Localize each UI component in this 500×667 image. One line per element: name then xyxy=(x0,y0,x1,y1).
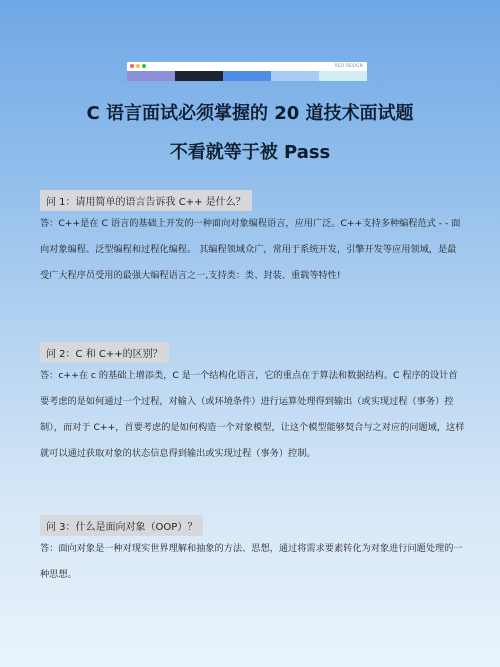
answer-text-3: 答：面向对象是一种对现实世界理解和抽象的方法、思想，通过将需求要素转化为对象进行问题处理的一种思想。 xyxy=(40,543,463,580)
page-title: C 语言面试必须掌握的 20 道技术面试题 xyxy=(86,103,414,124)
color-swatch xyxy=(271,71,319,81)
question-label-3: 问 3：什么是面向对象（OOP）？ xyxy=(40,515,203,536)
browser-window-graphic xyxy=(127,62,367,81)
color-swatch xyxy=(175,71,223,81)
answer-text-1: 答：C++是在 C 语言的基础上开发的一种面向对象编程语言，应用广泛。C++支持多种编程范式 - - 面向对象编程、泛型编程和过程化编程。 其编程领域众广，常用于系统开发，引擎开发等应用领域，是最受广大程序员受用的最强大编程语言之一,支持类：类、封装、重载等特性! xyxy=(40,218,461,281)
question-label-2: 问 2：C 和 C++的区别？ xyxy=(40,342,169,363)
question-label-1: 问 1：请用简单的语言告诉我 C++ 是什么？ xyxy=(40,190,252,211)
close-dot-icon xyxy=(130,64,134,68)
brand-label: RED DESIGN xyxy=(334,63,363,68)
color-swatch xyxy=(319,71,367,81)
browser-title-bar xyxy=(127,62,367,71)
answer-text-2: 答：c++在 c 的基础上增添类，C 是一个结构化语言，它的重点在于算法和数据结构。C 程序的设计首要考虑的是如何通过一个过程，对输入（或环境条件）进行运算处理得到输出（或实现过程（事务）控制），而对于 C++，首要考虑的是如何构造一个对象模型，让这个模型能够契合与之对应的问题域，这样就可以通过获取对象的状态信息得到输出或实现过程（事务）控制。 xyxy=(40,370,465,459)
color-swatch xyxy=(223,71,271,81)
color-palette-strip xyxy=(127,71,367,81)
page-subtitle: 不看就等于被 Pass xyxy=(169,142,331,163)
minimize-dot-icon xyxy=(136,64,140,68)
color-swatch xyxy=(127,71,175,81)
maximize-dot-icon xyxy=(142,64,146,68)
